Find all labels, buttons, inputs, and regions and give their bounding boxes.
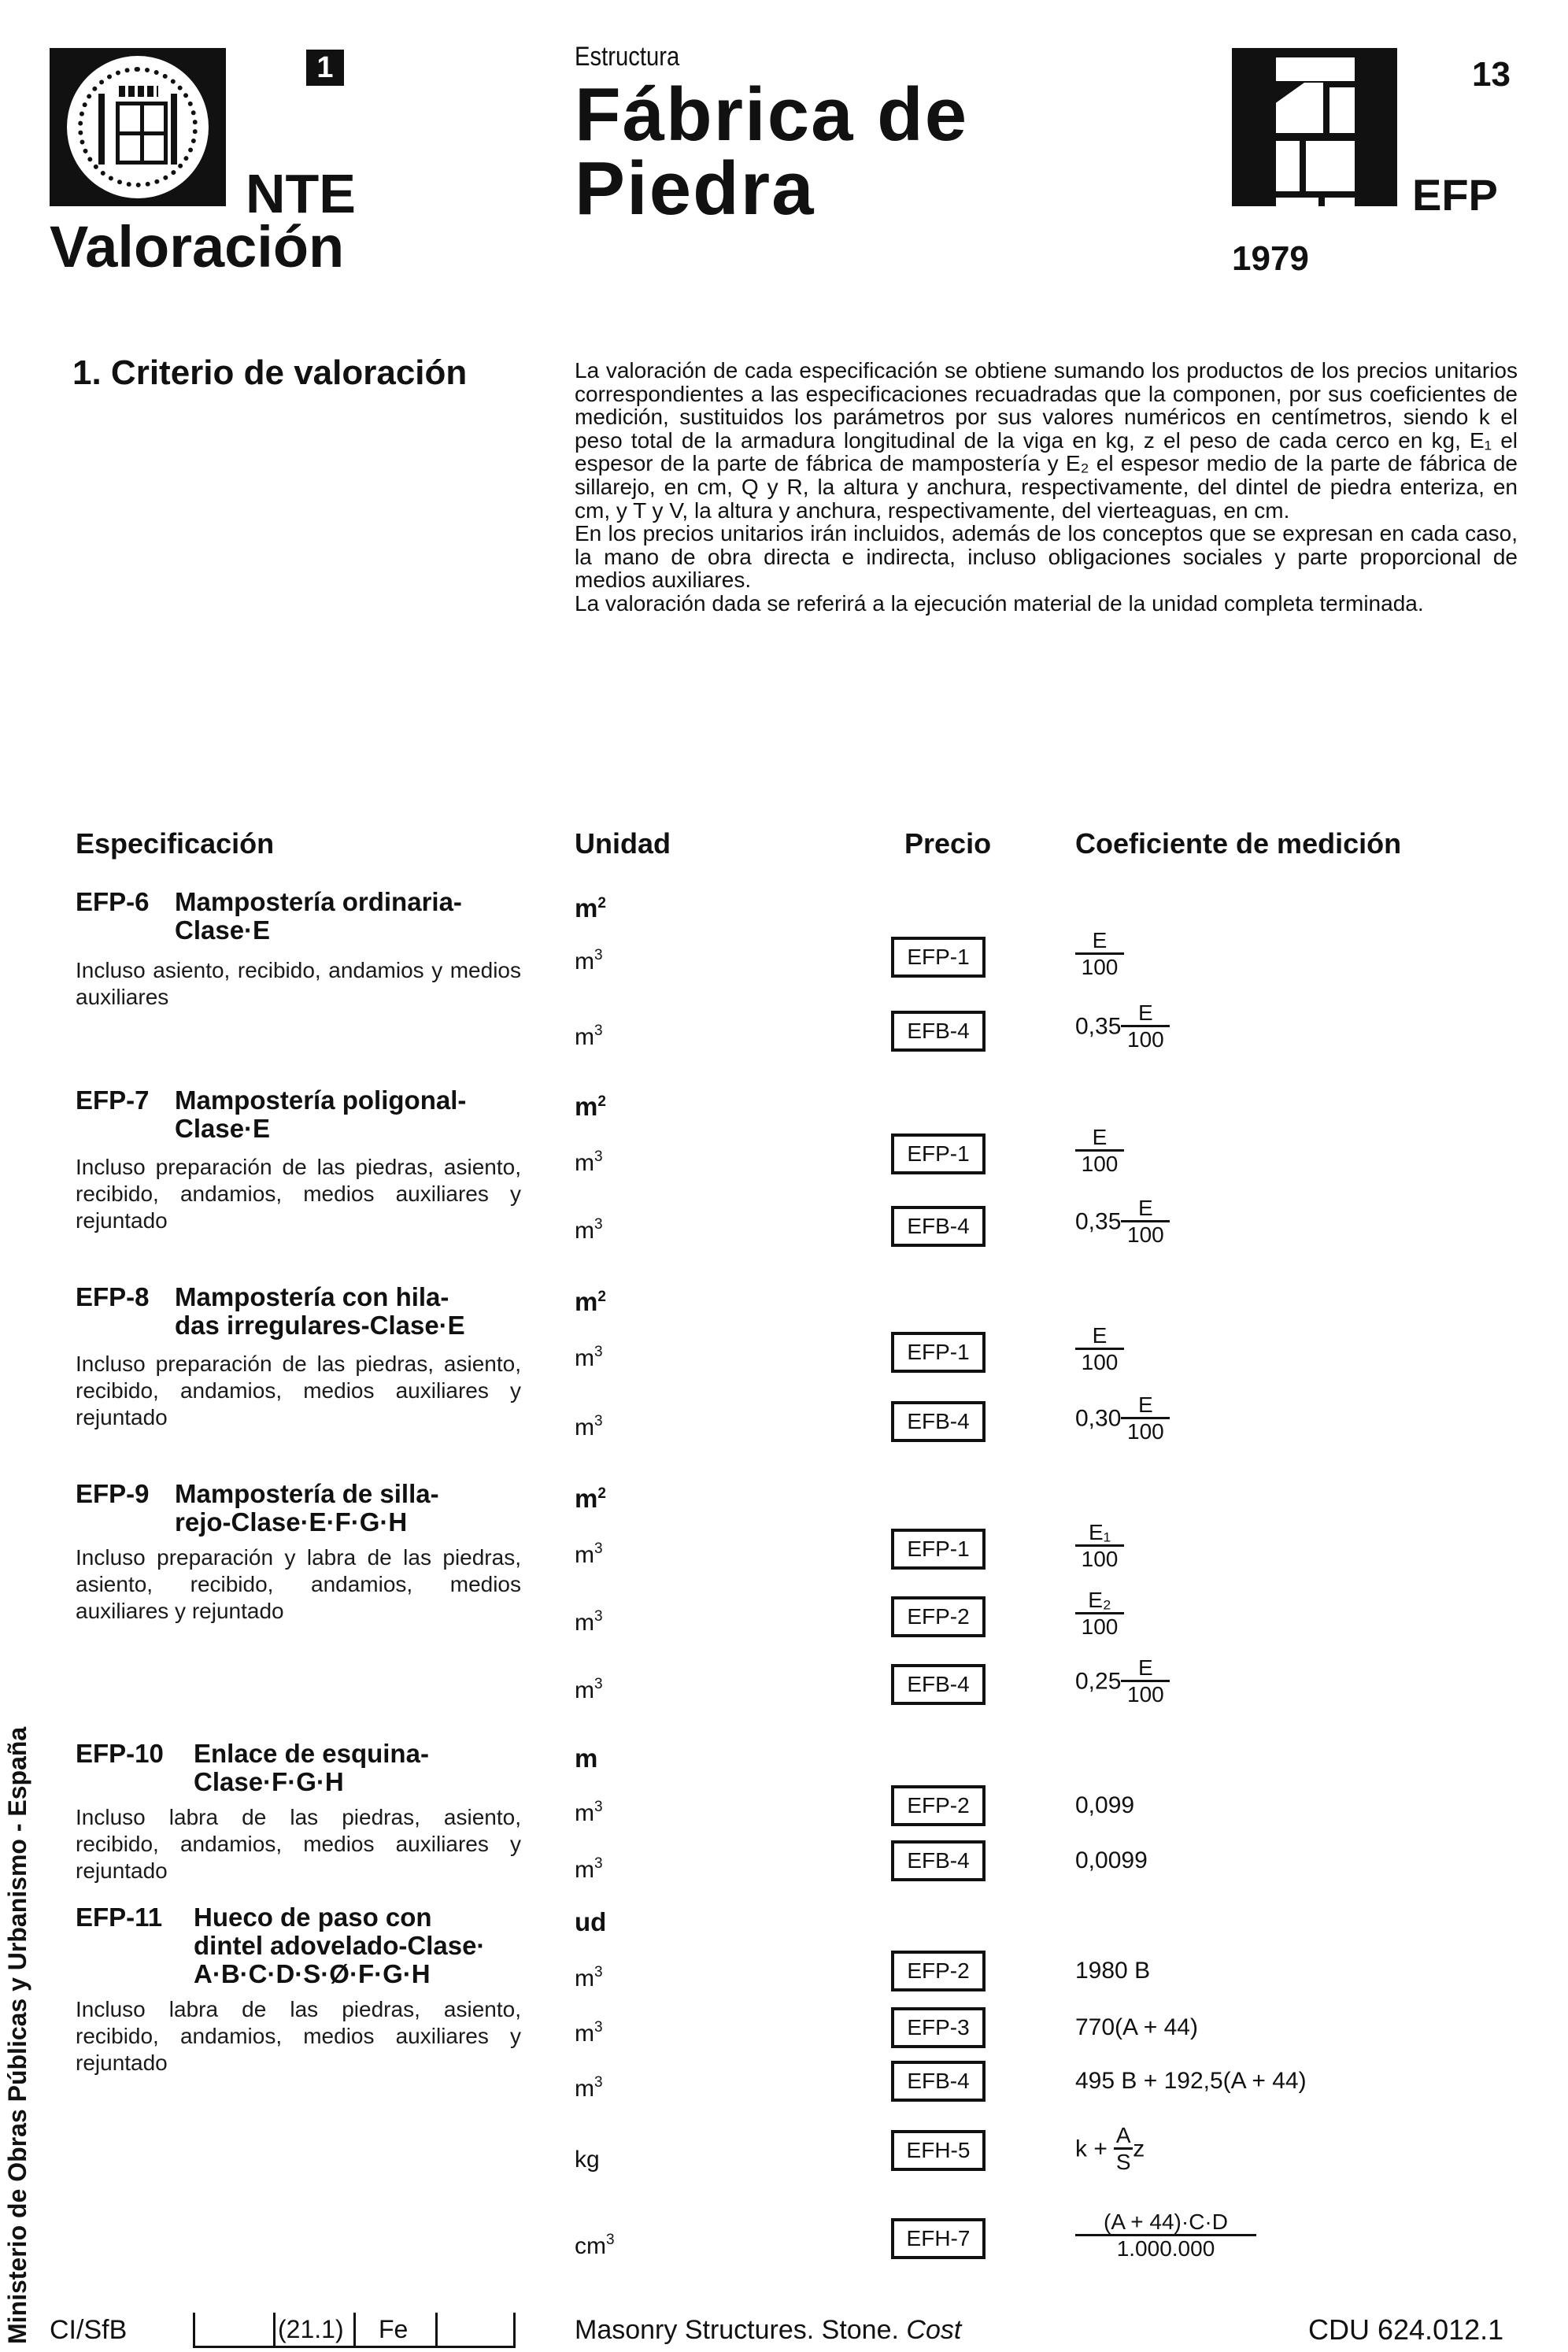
row-unit: $m^3$ [575,1413,603,1440]
price-ref[interactable]: EFB-4 [891,1011,986,1052]
price-ref[interactable]: EFB-4 [891,1401,986,1442]
spec-unit: $m^2$ [575,1287,606,1316]
english-title: Masonry Structures. Stone. Cost [575,2315,962,2345]
coefficient: $\frac{\text{E₂}}{100}$ [1075,1588,1124,1640]
pillar-left-icon [98,94,105,165]
spec-desc: Incluso labra de las piedras, asiento, recibido, andamios, medios auxiliares y rejuntado [76,1805,521,1883]
spec-desc: Incluso asiento, recibido, andamios y medios auxiliares [76,958,521,1009]
spec-unit: m [575,1744,598,1773]
series-label: NTE [246,163,356,224]
volume-badge: 1 [306,50,344,86]
spec-title-efp-10: EFP-10 Enlace de esquina- Clase·F·G·H [76,1739,429,1796]
stone-block [1325,198,1355,206]
row-unit: $m^3$ [575,1964,603,1991]
spec-desc: Incluso preparación y labra de las piedras, asiento, recibido, andamios, medios auxiliares y rejuntado [76,1545,521,1623]
row-unit: $m^3$ [575,947,603,974]
divider [353,2313,356,2346]
section-label: Valoración [50,214,345,279]
column-header-unit: Unidad [575,827,671,860]
column-header-spec: Especificación [76,827,275,860]
coefficient: $\frac{E}{100}$ [1075,1324,1124,1375]
price-ref[interactable]: EFB-4 [891,1664,986,1705]
row-unit: $m^3$ [575,1148,603,1176]
price-ref[interactable]: EFB-4 [891,2061,986,2102]
spec-desc: Incluso preparación de las piedras, asiento, recibido, andamios, medios auxiliares y rejuntado [76,1352,521,1429]
price-ref[interactable]: EFP-1 [891,1529,986,1570]
publication-year: 1979 [1232,239,1309,278]
cisib-material: Fe [379,2315,409,2343]
price-ref[interactable]: EFP-1 [891,1133,986,1174]
coefficient: $\frac{(A + 44)\cdot C\cdot D}{1.000.000}$ [1075,2210,1256,2261]
coefficient: 0,35 $\frac{E}{100}$ [1075,1001,1170,1052]
criterio-text [575,359,1518,616]
cdu-code: CDU 624.012.1 [1308,2313,1504,2346]
coefficient: $\frac{E}{100}$ [1075,1126,1124,1177]
divider [513,2313,516,2346]
price-ref[interactable]: EFB-4 [891,1206,986,1247]
coefficient: $\frac{E}{100}$ [1075,929,1124,980]
stone-block [1306,141,1355,191]
paragraph: En los precios unitarios irán incluidos, además de los conceptos que se expresan en cada caso, la mano de obra directa e indirecta, incluso obligaciones sociales y parte proporcional de medios auxiliares. [575,521,1518,593]
paragraph: La valoración de cada especificación se obtiene sumando los productos de los precios unitarios correspondientes a las especificaciones recuadradas que la componen, por sus coeficientes de medición, sustituidos los parámetros por sus valores numéricos en centímetros, siendo k el peso total de la armadura longitudinal de la viga en kg, z el peso de cada cerco en kg, E₁ el espesor de la parte de fábrica de mampostería y E₂ el espesor medio de la parte de fábrica de sillarejo, en cm, Q y R, la altura y anchura, respectivamente, del dintel de piedra enteriza, en cm, y T y V, la altura y anchura, respectivamente, del vierteaguas, en cm. [575,358,1518,523]
stone-block [1329,87,1355,133]
ministry-seal-logo [50,48,226,206]
section-heading: 1. Criterio de valoración [72,353,468,392]
divider [273,2313,276,2346]
coefficient: 1980 B [1075,1958,1151,1984]
row-unit: $m^3$ [575,1344,603,1371]
price-ref[interactable]: EFH-7 [891,2218,986,2259]
spec-title-efp-6: EFP-6 Mampostería ordinaria- Clase·E [76,887,462,945]
row-unit: kg [575,2147,600,2173]
spec-desc: Incluso labra de las piedras, asiento, recibido, andamios, medios auxiliares y rejuntado [76,1997,521,2075]
pillar-right-icon [171,94,177,165]
spec-title-efp-11: EFP-11 Hueco de paso con dintel adovelado-Clase· A·B·C·D·S·Ø·F·G·H [76,1903,486,1988]
coefficient: 0,35 $\frac{E}{100}$ [1075,1196,1170,1248]
spec-unit: $m^2$ [575,893,606,923]
spec-desc: Incluso preparación de las piedras, asiento, recibido, andamios, medios auxiliares y rejuntado [76,1155,521,1233]
crown-icon [119,86,158,97]
row-unit: $m^3$ [575,2019,603,2047]
row-unit: $m^3$ [575,2074,603,2102]
coefficient: 0,30 $\frac{E}{100}$ [1075,1393,1170,1444]
spec-title-efp-8: EFP-8 Mampostería con hila- das irregulares-Clase·E [76,1282,465,1340]
coefficient: 770(A + 44) [1075,2014,1198,2040]
stone-block [1276,83,1323,133]
standard-code: EFP [1412,170,1498,220]
page-title-line2: Piedra [575,146,815,231]
coefficient: 0,25 $\frac{E}{100}$ [1075,1656,1170,1707]
column-header-coef: Coeficiente de medición [1075,827,1402,860]
stone-block [1276,57,1355,81]
row-unit: $m^3$ [575,1608,603,1636]
price-ref[interactable]: EFP-2 [891,1951,986,1991]
price-ref[interactable]: EFP-2 [891,1785,986,1826]
coefficient: 0,0099 [1075,1847,1148,1873]
seal-oval [67,56,209,198]
row-unit: $m^3$ [575,1540,603,1568]
row-unit: $m^3$ [575,1855,603,1883]
price-ref[interactable]: EFB-4 [891,1840,986,1881]
coefficient: k + $\frac{A}{S}$ z [1075,2123,1145,2174]
cisib-code: (21.1) [278,2315,344,2343]
price-ref[interactable]: EFP-2 [891,1596,986,1637]
divider [193,2313,195,2346]
row-unit: $m^3$ [575,1799,603,1826]
divider [435,2313,438,2346]
row-unit: $m^3$ [575,1676,603,1703]
row-unit: $cm^3$ [575,2232,615,2259]
stone-block [1276,198,1318,206]
spec-unit: $m^2$ [575,1092,606,1121]
column-header-price: Precio [904,827,992,860]
cisib-label: CI/SfB [50,2315,128,2345]
price-ref[interactable]: EFH-5 [891,2130,986,2171]
row-unit: $m^3$ [575,1216,603,1244]
row-unit: $m^3$ [575,1023,603,1050]
page-title-line1: Fábrica de [575,72,969,157]
ministry-vertical-label: Ministerio de Obras Públicas y Urbanismo - España [3,1726,31,2344]
paragraph: La valoración dada se referirá a la ejecución material de la unidad completa terminada. [575,590,1424,616]
price-ref[interactable]: EFP-3 [891,2007,986,2048]
coefficient: 495 B + 192,5(A + 44) [1075,2068,1307,2094]
spec-title-efp-7: EFP-7 Mampostería poligonal- Clase·E [76,1085,467,1143]
coefficient: 0,099 [1075,1792,1135,1818]
price-ref[interactable]: EFP-1 [891,1332,986,1373]
stone-block [1276,141,1300,191]
cisib-classification-box [193,2313,516,2348]
category-label: Estructura [575,42,680,72]
sheet-number: 13 [1472,55,1511,94]
coefficient: $\frac{\text{E₁}}{100}$ [1075,1521,1124,1572]
spec-title-efp-9: EFP-9 Mampostería de silla- rejo-Clase·E·F·G·H [76,1479,439,1537]
shield-icon [116,102,168,165]
spec-unit: ud [575,1907,607,1936]
spec-unit: $m^2$ [575,1484,606,1513]
stone-wall-logo [1232,48,1397,206]
price-ref[interactable]: EFP-1 [891,937,986,978]
